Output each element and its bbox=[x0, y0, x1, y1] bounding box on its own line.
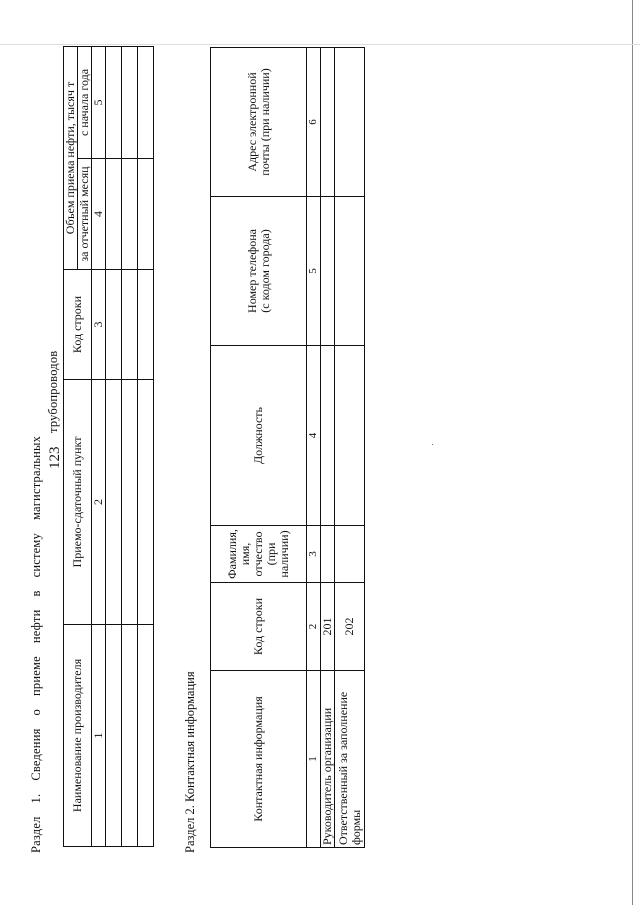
empty-cell bbox=[106, 380, 122, 625]
table-row bbox=[321, 48, 335, 848]
empty-cell bbox=[138, 159, 154, 270]
page-number: 123 bbox=[47, 446, 63, 469]
row-label: Ответственный за заполнение формы bbox=[335, 671, 365, 848]
col-number: 2 bbox=[307, 583, 321, 671]
empty-cell bbox=[122, 159, 138, 270]
empty-cell bbox=[122, 270, 138, 380]
col-number: 5 bbox=[92, 47, 106, 159]
scan-edge-line bbox=[632, 0, 633, 905]
row-code: 202 bbox=[335, 583, 365, 671]
empty-cell bbox=[106, 47, 122, 159]
header-phone bbox=[211, 197, 307, 346]
header-contact: Контактная информация bbox=[211, 671, 307, 848]
empty-cell bbox=[138, 47, 154, 159]
title-word: Сведения bbox=[29, 728, 43, 781]
contact-info-table bbox=[210, 47, 365, 848]
header-email bbox=[211, 48, 307, 197]
col-number: 2 bbox=[92, 380, 106, 625]
title-word: в bbox=[29, 590, 43, 597]
scan-edge-line bbox=[0, 44, 640, 45]
header-fio-line: Фамилия, bbox=[225, 529, 239, 579]
empty-cell bbox=[138, 625, 154, 847]
col-number: 3 bbox=[92, 270, 106, 380]
col-number: 1 bbox=[307, 671, 321, 848]
header-fio-line: наличии) bbox=[277, 530, 291, 578]
empty-cell bbox=[335, 197, 365, 346]
header-position: Должность bbox=[211, 346, 307, 526]
header-year: с начала года bbox=[78, 47, 92, 159]
col-number: 3 bbox=[307, 526, 321, 583]
empty-cell bbox=[321, 526, 335, 583]
row-label: Руководитель организации bbox=[321, 671, 335, 848]
header-phone-line: (с кодом города) bbox=[257, 229, 272, 313]
title-word: о bbox=[29, 709, 43, 716]
header-fio-line: отчество bbox=[251, 531, 265, 577]
header-fio bbox=[211, 526, 307, 583]
empty-cell bbox=[106, 159, 122, 270]
empty-cell bbox=[335, 48, 365, 197]
col-number: 5 bbox=[307, 197, 321, 346]
empty-cell bbox=[138, 380, 154, 625]
col-number: 1 bbox=[92, 625, 106, 847]
empty-cell bbox=[335, 346, 365, 526]
header-fio-line: (при bbox=[264, 542, 278, 566]
header-phone-line: Номер телефона bbox=[244, 229, 259, 313]
title-word: систему bbox=[29, 533, 43, 578]
table-row bbox=[106, 47, 122, 847]
col-number: 6 bbox=[307, 48, 321, 197]
title-word: магистральных bbox=[29, 435, 43, 521]
empty-cell bbox=[106, 625, 122, 847]
header-month: за отчетный месяц bbox=[78, 159, 92, 270]
header-row-code: Код строки bbox=[64, 270, 92, 380]
scan-speck bbox=[432, 444, 433, 445]
title-word: 1. bbox=[29, 793, 43, 804]
row-code: 201 bbox=[321, 583, 335, 671]
empty-cell bbox=[122, 380, 138, 625]
empty-cell bbox=[122, 47, 138, 159]
header-fio-line: имя, bbox=[238, 542, 252, 566]
table-row bbox=[122, 47, 138, 847]
header-row-code: Код строки bbox=[211, 583, 307, 671]
header-email-line: Адрес электронной bbox=[244, 72, 259, 172]
header-email-line: почты (при наличии) bbox=[257, 68, 272, 176]
empty-cell bbox=[122, 625, 138, 847]
col-number: 4 bbox=[92, 159, 106, 270]
section2-title: Раздел 2. Контактная информация bbox=[183, 671, 197, 853]
header-point: Приемо-сдаточный пункт bbox=[64, 380, 92, 625]
empty-cell bbox=[321, 48, 335, 197]
oil-intake-table bbox=[63, 46, 154, 847]
empty-cell bbox=[106, 270, 122, 380]
empty-cell bbox=[321, 197, 335, 346]
header-volume: Объем приема нефти, тысяч т bbox=[64, 47, 78, 270]
col-number: 4 bbox=[307, 346, 321, 526]
title-word: приеме bbox=[29, 656, 43, 697]
empty-cell bbox=[321, 346, 335, 526]
table-row bbox=[138, 47, 154, 847]
title-word: Раздел bbox=[29, 816, 43, 853]
empty-cell bbox=[138, 270, 154, 380]
header-producer: Наименование производителя bbox=[64, 625, 92, 847]
empty-cell bbox=[335, 526, 365, 583]
title-line2: трубопроводов bbox=[46, 350, 60, 433]
table-row bbox=[335, 48, 365, 848]
title-word: нефти bbox=[29, 609, 43, 644]
